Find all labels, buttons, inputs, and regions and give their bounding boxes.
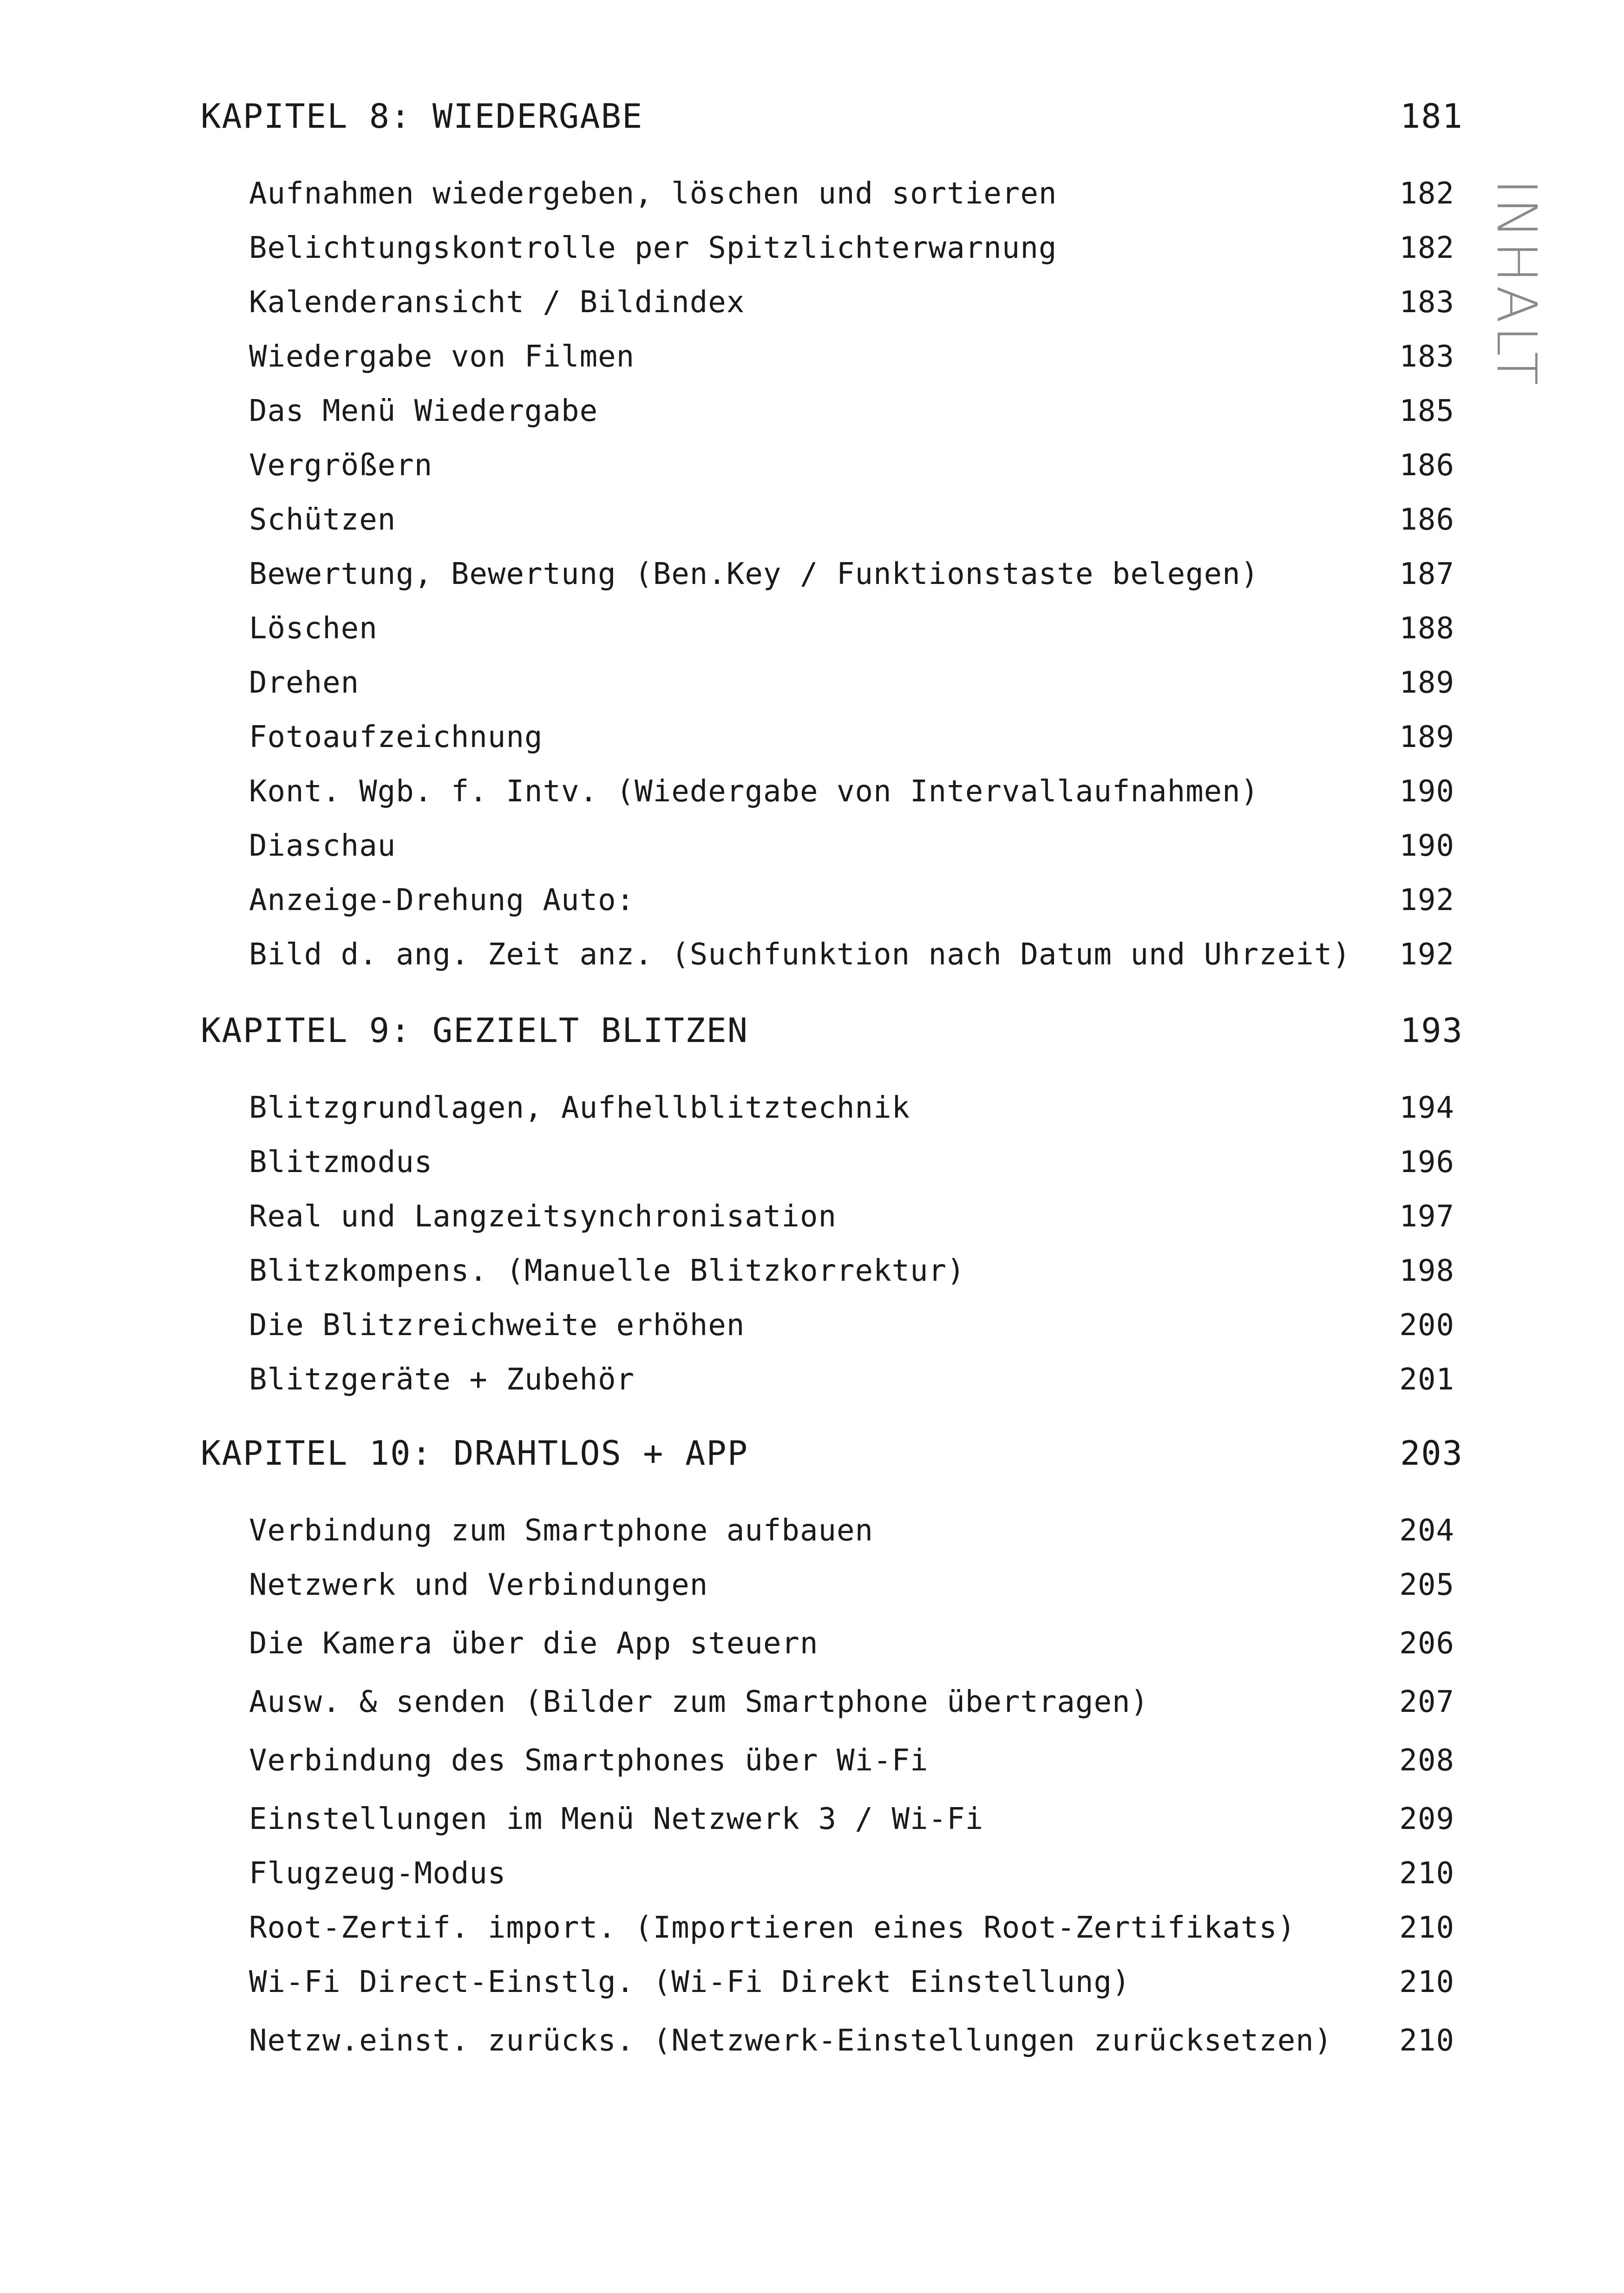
chapter-page-number: 203 — [1400, 1434, 1463, 1473]
entry-page-number: 188 — [1399, 611, 1454, 646]
entry-page-number: 182 — [1399, 177, 1454, 211]
toc-entry — [0, 1679, 1624, 1737]
entry-page-number: 194 — [1399, 1091, 1454, 1125]
entry-title: Vergrößern — [249, 448, 433, 483]
entry-title: Blitzgeräte + Zubehör — [249, 1363, 635, 1397]
entry-title: Real und Langzeitsynchronisation — [249, 1199, 837, 1234]
toc-entry — [0, 1959, 1624, 2018]
entry-page-number: 187 — [1399, 557, 1454, 591]
chapter-8 — [0, 93, 1624, 986]
entry-page-number: 190 — [1399, 774, 1454, 809]
entry-page-number: 198 — [1399, 1254, 1454, 1288]
entry-list — [0, 1085, 1624, 1411]
toc-entry — [0, 1507, 1624, 1562]
entry-title: Fotoaufzeichnung — [249, 720, 543, 754]
toc-entry — [0, 1850, 1624, 1905]
entry-page-number: 196 — [1399, 1145, 1454, 1179]
entry-title: Einstellungen im Menü Netzwerk 3 / Wi-Fi — [249, 1802, 984, 1836]
entry-page-number: 190 — [1399, 829, 1454, 863]
chapter-page-number: 181 — [1400, 97, 1463, 136]
toc-entry — [0, 2018, 1624, 2076]
entry-page-number: 209 — [1399, 1802, 1454, 1836]
entry-page-number: 183 — [1399, 340, 1454, 374]
toc-entry — [0, 768, 1624, 823]
entry-page-number: 186 — [1399, 448, 1454, 483]
entry-title: Flugzeug-Modus — [249, 1856, 506, 1891]
entry-page-number: 204 — [1399, 1513, 1454, 1548]
entry-title: Ausw. & senden (Bilder zum Smartphone übertragen) — [249, 1685, 1149, 1719]
chapter-heading — [0, 93, 1624, 170]
entry-title: Netzwerk und Verbindungen — [249, 1568, 708, 1602]
entry-page-number: 210 — [1399, 1856, 1454, 1891]
toc-entry — [0, 931, 1624, 986]
entry-page-number: 200 — [1399, 1308, 1454, 1343]
entry-title: Netzw.einst. zurücks. (Netzwerk-Einstellungen zurücksetzen) — [249, 2024, 1333, 2058]
toc-entry — [0, 660, 1624, 714]
entry-list — [0, 170, 1624, 986]
entry-title: Blitzmodus — [249, 1145, 433, 1179]
toc-entry — [0, 551, 1624, 605]
chapter-10 — [0, 1430, 1624, 2076]
toc-entry — [0, 1248, 1624, 1302]
entry-title: Verbindung zum Smartphone aufbauen — [249, 1513, 874, 1548]
entry-page-number: 189 — [1399, 720, 1454, 754]
entry-page-number: 189 — [1399, 666, 1454, 700]
chapter-title: KAPITEL 10: DRAHTLOS + APP — [201, 1434, 749, 1473]
entry-title: Diaschau — [249, 829, 396, 863]
toc-entry — [0, 497, 1624, 551]
entry-title: Löschen — [249, 611, 378, 646]
entry-page-number: 210 — [1399, 1911, 1454, 1945]
entry-page-number: 192 — [1399, 883, 1454, 917]
entry-title: Das Menü Wiedergabe — [249, 394, 598, 428]
toc-entry — [0, 1193, 1624, 1248]
entry-title: Wi-Fi Direct-Einstlg. (Wi-Fi Direkt Einstellung) — [249, 1965, 1131, 1999]
toc-entry — [0, 1302, 1624, 1356]
entry-title: Blitzgrundlagen, Aufhellblitztechnik — [249, 1091, 910, 1125]
chapter-title: KAPITEL 8: WIEDERGABE — [201, 97, 643, 136]
toc-entry — [0, 1905, 1624, 1959]
entry-title: Kalenderansicht / Bildindex — [249, 285, 745, 320]
toc-entry — [0, 1139, 1624, 1193]
entry-title: Blitzkompens. (Manuelle Blitzkorrektur) — [249, 1254, 965, 1288]
toc-entry — [0, 823, 1624, 877]
entry-page-number: 205 — [1399, 1568, 1454, 1602]
entry-title: Die Kamera über die App steuern — [249, 1626, 819, 1661]
toc-entry — [0, 1356, 1624, 1411]
toc-entry — [0, 714, 1624, 768]
toc-entry — [0, 1620, 1624, 1679]
chapter-title: KAPITEL 9: GEZIELT BLITZEN — [201, 1011, 749, 1050]
entry-title: Bild d. ang. Zeit anz. (Suchfunktion nach Datum und Uhrzeit) — [249, 937, 1351, 972]
entry-page-number: 210 — [1399, 1965, 1454, 1999]
entry-title: Aufnahmen wiedergeben, löschen und sortieren — [249, 177, 1057, 211]
entry-page-number: 182 — [1399, 231, 1454, 265]
toc-entry — [0, 1085, 1624, 1139]
entry-list — [0, 1507, 1624, 2076]
toc-entry — [0, 170, 1624, 225]
chapter-page-number: 193 — [1400, 1011, 1463, 1050]
entry-page-number: 197 — [1399, 1199, 1454, 1234]
entry-page-number: 185 — [1399, 394, 1454, 428]
entry-title: Wiedergabe von Filmen — [249, 340, 635, 374]
entry-page-number: 186 — [1399, 503, 1454, 537]
entry-page-number: 206 — [1399, 1626, 1454, 1661]
entry-title: Verbindung des Smartphones über Wi-Fi — [249, 1743, 929, 1778]
side-tab-label: INHALT — [1485, 178, 1549, 388]
entry-page-number: 201 — [1399, 1363, 1454, 1397]
toc-entry — [0, 388, 1624, 442]
entry-title: Schützen — [249, 503, 396, 537]
chapter-heading — [0, 1007, 1624, 1085]
toc-entry — [0, 279, 1624, 334]
toc-entry — [0, 1562, 1624, 1620]
entry-title: Belichtungskontrolle per Spitzlichterwarnung — [249, 231, 1057, 265]
entry-page-number: 192 — [1399, 937, 1454, 972]
entry-title: Bewertung, Bewertung (Ben.Key / Funktionstaste belegen) — [249, 557, 1259, 591]
toc-entry — [0, 877, 1624, 931]
toc-entry — [0, 1737, 1624, 1796]
entry-page-number: 207 — [1399, 1685, 1454, 1719]
toc-entry — [0, 605, 1624, 660]
toc-entry — [0, 1796, 1624, 1850]
entry-page-number: 208 — [1399, 1743, 1454, 1778]
entry-title: Anzeige-Drehung Auto: — [249, 883, 635, 917]
toc-entry — [0, 442, 1624, 497]
entry-title: Kont. Wgb. f. Intv. (Wiedergabe von Intervallaufnahmen) — [249, 774, 1259, 809]
entry-title: Drehen — [249, 666, 360, 700]
chapter-9 — [0, 1007, 1624, 1411]
chapter-heading — [0, 1430, 1624, 1507]
toc-entry — [0, 225, 1624, 279]
section-side-tab — [1484, 178, 1549, 388]
entry-title: Die Blitzreichweite erhöhen — [249, 1308, 745, 1343]
entry-title: Root-Zertif. import. (Importieren eines Root-Zertifikats) — [249, 1911, 1296, 1945]
entry-page-number: 183 — [1399, 285, 1454, 320]
toc-entry — [0, 334, 1624, 388]
entry-page-number: 210 — [1399, 2024, 1454, 2058]
